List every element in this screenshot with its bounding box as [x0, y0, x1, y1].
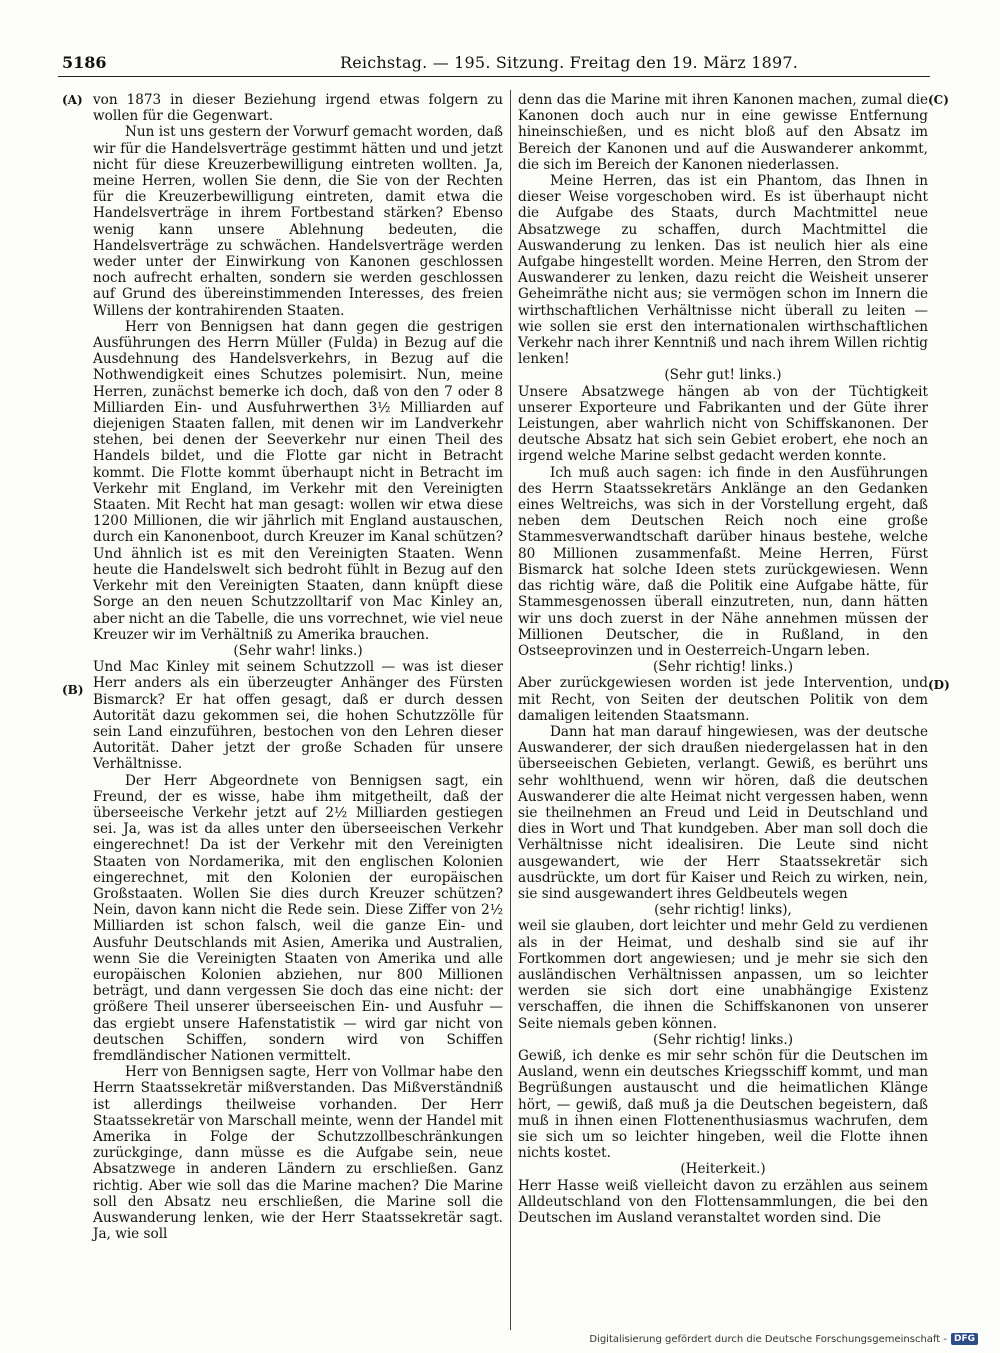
paragraph: denn das die Marine mit ihren Kanonen machen, zumal die Kanonen doch auch nur in eine gewisse Entfernung hineinschießen, und es nicht bloß auf den Absatz im Bereich der Kanonen und auf die Auswanderer ankommt, die sich im Bereich der Kanonen niederlassen.: [518, 92, 928, 173]
footer-text: Digitalisierung gefördert durch die Deutsche Forschungsgemeinschaft -: [589, 1333, 947, 1345]
interjection: (Sehr wahr! links.): [233, 642, 363, 659]
paragraph: Unsere Absatzwege hängen ab von der Tüchtigkeit unserer Exporteure und Fabrikanten und der Güte ihrer Leistungen, aber wahrlich nicht von Schiffskanonen. Der deutsche Absatz hat sich sein Gebiet erobert, ehe noch an irgend welche Marine selbst gedacht werden konnte.: [518, 383, 928, 465]
column-divider: [510, 90, 511, 1330]
page-header: [58, 50, 930, 77]
interjection: (Sehr richtig! links.): [652, 1031, 794, 1048]
paragraph: Aber zurückgewiesen worden ist jede Intervention, und mit Recht, von Seiten der deutschen Politik von dem damaligen leitenden Staatsmann.: [518, 675, 928, 724]
interjection: (Sehr gut! links.): [664, 367, 782, 384]
paragraph: Nun ist uns gestern der Vorwurf gemacht worden, daß wir für die Handelsverträge gestimmt hätten und und jetzt nicht für diese Kreuzerbewilligung eintreten wollten. Ja, meine Herren, wollen Sie denn, die Sie von der Rechten für die Kreuzerbewilligung eintreten, damit etwa die Handelsverträge in ihrem Fortbestand stärken? Ebenso wenig kann unsere Ablehnung bedeuten, die Handelsverträge zu schwächen. Handelsverträge werden weder unter der Einwirkung von Kanonen geschlossen noch aufrecht erhalten, sondern sie werden geschlossen auf Grund des übereinstimmenden Interesses, des freien Willens der kontrahirenden Staaten.: [93, 124, 503, 319]
margin-mark-a: (A): [62, 93, 83, 107]
paragraph: Der Herr Abgeordnete von Bennigsen sagt, ein Freund, der es wisse, habe ihm mitgetheilt, daß der überseeische Verkehr jetzt auf 2½ Milliarden gestiegen sei. Ja, was ist da alles unter den überseeischen Verkehr eingerechnet! Da ist der Verkehr mit den Vereinigten Staaten von Nordamerika, mit den englischen Kolonien eingerechnet, mit den Kolonien der europäischen Großstaaten. Wollen Sie dies durch Kreuzer schützen? Nein, davon kann nicht die Rede sein. Diese Ziffer von 2½ Milliarden ist schon falsch, weil die ganze Ein- und Ausfuhr Deutschlands mit Asien, Amerika und Australien, wenn Sie die Vereinigten Staaten von Amerika und alle europäischen Kolonien abziehen, nur 800 Millionen beträgt, und dann vergessen Sie doch das eine nicht: der größere Theil unserer überseeischen Ein- und Ausfuhr — das ergiebt unsere Hafenstatistik — wird gar nicht von deutschen Schiffen, sondern wird von Schiffen fremdländischer Nationen vermittelt.: [93, 772, 503, 1064]
paragraph: Herr von Bennigsen hat dann gegen die gestrigen Ausführungen des Herrn Müller (Fulda) in Bezug auf die Ausdehnung des Handelsverkehrs, in Bezug auf die Nothwendigkeit eines Schutzes polemisirt. Nun, meine Herren, zunächst bemerke ich doch, daß von den 7 oder 8 Milliarden Ein- und Ausfuhrwerthen 3½ Milliarden auf diejenigen Staaten fallen, mit denen wir im Landverkehr stehen, bei denen der Seeverkehr nur einen Theil des Handels bildet, und die Flotte gar nicht in Betracht kommt. Die Flotte kommt überhaupt nicht in Betracht im Verkehr mit England, im Verkehr mit den Vereinigten Staaten. Mit Recht hat man gesagt: wollen wir etwa diese 1200 Millionen, die wir jährlich mit England austauschen, durch ein Kanonenboot, durch Kreuzer im Kanal schützen? Und ähnlich ist es mit den Vereinigten Staaten. Wenn heute die Handelswelt sich bedroht fühlt in Bezug auf den Verkehr mit den Vereinigten Staaten, dann knüpft diese Sorge an den neuen Schutzzolltarif von Mac Kinley an, aber nicht an die Tabelle, die uns vorrechnet, wie viel neue Kreuzer wir im Verhältniß zu Amerika brauchen.: [93, 318, 503, 643]
paragraph: Meine Herren, das ist ein Phantom, das Ihnen in dieser Weise vorgeschoben wird. Es ist überhaupt nicht die Aufgabe des Staats, durch Machtmittel neue Absatzwege zu schaffen, durch Machtmittel die Auswanderung zu lenken. Das ist neulich hier als eine Aufgabe hingestellt worden. Meine Herren, den Strom der Auswanderer zu lenken, dazu reicht die Weisheit unserer Geheimräthe nicht aus; sie vermögen schon im Innern die wirthschaftlichen Verhältnisse nicht überall zu leiten — wie sollen sie erst den internationalen wirthschaftlichen Verkehr nach ihrer Kenntniß und nach ihrem Willen richtig lenken!: [518, 173, 928, 368]
paragraph: weil sie glauben, dort leichter und mehr Geld zu verdienen als in der Heimat, und deshalb sind sie auf ihr Fortkommen dort angewiesen; und je mehr sie sich den ausländischen Verhältnissen anpassen, um so leichter werden sie sich dort eine unabhängige Existenz verschaffen, die ihnen die Schiffskanonen von unserer Seite niemals geben können.: [518, 918, 928, 1032]
margin-mark-b: (B): [62, 683, 84, 697]
margin-mark-d: (D): [928, 678, 950, 692]
footer: [589, 1333, 978, 1345]
paragraph: Herr von Bennigsen sagte, Herr von Vollmar habe den Herrn Staatssekretär mißverstanden. Das Mißverständniß ist allerdings theilweise vorhanden. Der Herr Staatssekretär von Marschall meinte, wenn der Handel mit Amerika in Folge der Schutzzollbeschränkungen zurückginge, dann müsse es die Aufgabe sein, neue Absatzwege in anderen Ländern zu erschließen. Ganz richtig. Aber wie soll das die Marine machen? Die Marine soll den Absatz neu erschließen, die Marine soll die Auswanderung lenken, wie der Herr Staatssekretär sagt. Ja, wie soll: [93, 1064, 503, 1243]
interjection: (sehr richtig! links),: [654, 902, 792, 919]
running-title: Reichstag. — 195. Sitzung. Freitag den 19. März 1897.: [340, 53, 799, 72]
paragraph: Ich muß auch sagen: ich finde in den Ausführungen des Herrn Staatssekretärs Anklänge an den Gedanken eines Weltreichs, was sich in der Vorstellung ergeht, daß neben dem Deutschen Reich noch eine große Stammesverwandtschaft darüber hinaus bestehe, welche 80 Millionen zusammenfaßt. Meine Herren, Fürst Bismarck hat solche Ideen stets zurückgewiesen. Wenn das richtig wäre, daß die Politik eine Aufgabe hätte, für Stammesgenossen überall einzutreten, nun, dann hätten wir uns doch zuerst in der Nähe annehmen müssen der Millionen Deutscher, die in Rußland, in den Ostseeprovinzen und in Oesterreich-Ungarn leben.: [518, 464, 928, 659]
paragraph: Und Mac Kinley mit seinem Schutzzoll — was ist dieser Herr anders als ein überzeugter Anhänger des Fürsten Bismarck? Er hat offen gesagt, daß er durch dessen Autorität dazu gekommen sei, die hohen Schutzzölle für sein Land einzuführen, bestochen von den Lehren dieser Autorität. Daher jetzt der große Schaden für unsere Verhältnisse.: [93, 659, 503, 773]
paragraph: von 1873 in dieser Beziehung irgend etwas folgern zu wollen für die Gegenwart.: [93, 92, 503, 125]
left-column: [93, 92, 503, 1242]
page-number: 5186: [62, 53, 107, 72]
paragraph: Herr Hasse weiß vielleicht davon zu erzählen aus seinem Alldeutschland von den Flottensammlungen, die bei den Deutschen im Ausland veranstaltet worden sind. Die: [518, 1177, 928, 1227]
interjection: (Heiterkeit.): [680, 1161, 766, 1178]
dfg-logo-icon: DFG: [951, 1333, 978, 1345]
margin-mark-c: (C): [928, 93, 949, 107]
right-column: [518, 92, 928, 1226]
paragraph: Gewiß, ich denke es mir sehr schön für die Deutschen im Ausland, wenn ein deutsches Kriegsschiff kommt, und man Begrüßungen austauscht und die heimatlichen Klänge hört, — gewiß, daß muß ja die Deutschen begeistern, daß muß in ihnen einen Flottenenthusiasmus wachrufen, dem sie sich um so leichter hingeben, weil die Flotte ihnen nichts kostet.: [518, 1047, 928, 1162]
interjection: (Sehr richtig! links.): [652, 659, 794, 676]
paragraph: Dann hat man darauf hingewiesen, was der deutsche Auswanderer, der sich draußen niedergelassen hat in den überseeischen Gebieten, verlangt. Gewiß, es berührt uns sehr wohlthuend, wenn wir hören, daß die deutschen Auswanderer die alte Heimat nicht vergessen haben, wenn sie theilnehmen an Freud und Leid in Deutschland und dies in Wort und That kundgeben. Aber man soll doch die Verhältnisse nicht idealisiren. Die Leute sind nicht ausgewandert, wie der Herr Staatssekretär sich ausdrückte, um dort für Kaiser und Reich zu wirken, nein, sie sind ausgewandert ihres Geldbeutels wegen: [518, 723, 928, 902]
